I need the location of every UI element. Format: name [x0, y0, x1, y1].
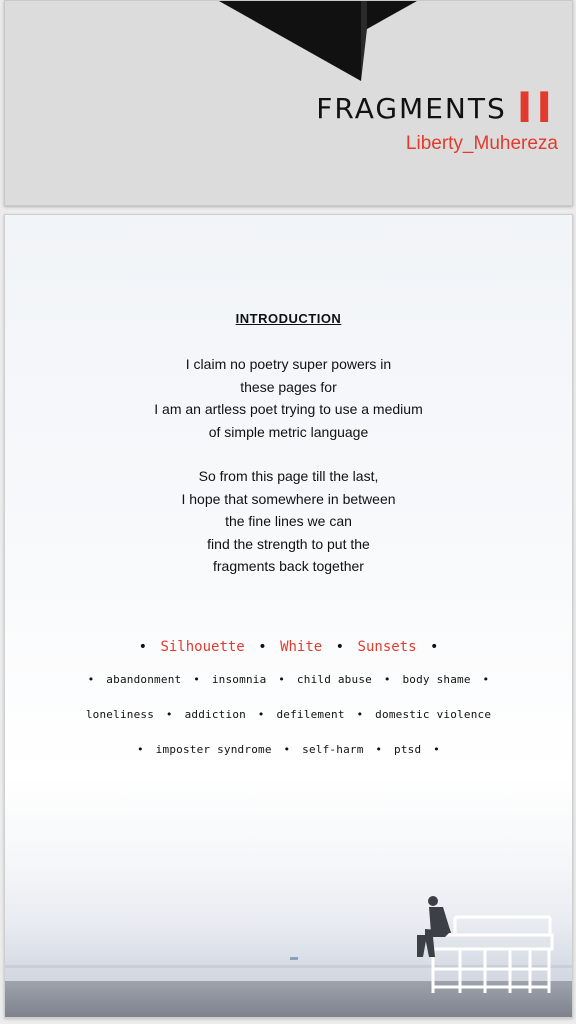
- themes-row-2: [5, 708, 572, 721]
- intro-line: fragments back together: [213, 558, 364, 574]
- intro-line: I claim no poetry super powers in: [185, 356, 392, 372]
- beach-silhouette-image: [5, 817, 572, 1017]
- book-volume: II: [516, 83, 556, 132]
- bullet-icon: •: [258, 639, 267, 655]
- themes-row-3: [5, 743, 572, 756]
- bullet-icon: •: [283, 743, 291, 756]
- section-white: White: [280, 639, 323, 655]
- theme-item: addiction: [184, 708, 246, 721]
- section-list: [5, 639, 572, 655]
- theme-item: loneliness: [85, 708, 155, 721]
- theme-item: defilement: [276, 708, 345, 721]
- theme-item: imposter syndrome: [155, 743, 272, 756]
- bullet-icon: •: [137, 743, 144, 756]
- introduction-heading: INTRODUCTION: [235, 311, 342, 326]
- book-author: Liberty_Muhereza: [405, 133, 558, 154]
- intro-line: I am an artless poet trying to use a medium: [154, 401, 423, 417]
- bullet-icon: •: [193, 673, 201, 686]
- intro-line: So from this page till the last,: [198, 468, 379, 484]
- introduction-page[interactable]: [4, 214, 573, 1018]
- introduction-paragraph-2: [5, 465, 572, 578]
- bullet-icon: •: [257, 708, 265, 721]
- bullet-icon: •: [383, 673, 391, 686]
- theme-item: body shame: [402, 673, 471, 686]
- theme-item: domestic violence: [375, 708, 492, 721]
- intro-line: I hope that somewhere in between: [181, 490, 396, 507]
- bullet-icon: •: [356, 708, 364, 721]
- intro-line: find the strength to put the: [207, 535, 370, 552]
- theme-item: ptsd: [394, 743, 422, 756]
- section-silhouette: Silhouette: [160, 639, 245, 655]
- bullet-icon: •: [335, 639, 345, 655]
- bullet-icon: •: [278, 673, 286, 686]
- intro-line: the fine lines we can: [225, 513, 352, 529]
- bullet-icon: •: [482, 673, 490, 686]
- introduction-paragraph-1: [5, 353, 572, 443]
- theme-item: child abuse: [296, 673, 372, 686]
- bullet-icon: •: [138, 639, 148, 655]
- book-title: FRAGMENTS: [316, 91, 507, 125]
- intro-line: these pages for: [240, 378, 337, 395]
- theme-item: self-harm: [302, 743, 364, 756]
- cover-title: [316, 83, 556, 132]
- theme-item: abandonment: [106, 673, 182, 686]
- cover-page[interactable]: [4, 0, 573, 206]
- bullet-icon: •: [433, 743, 440, 756]
- theme-item: insomnia: [211, 673, 267, 686]
- section-sunsets: Sunsets: [357, 639, 417, 655]
- bullet-icon: •: [165, 708, 173, 721]
- bullet-icon: •: [429, 639, 439, 655]
- bullet-icon: •: [375, 743, 383, 756]
- intro-line: of simple metric language: [208, 423, 369, 440]
- themes-row-1: [5, 673, 572, 686]
- bullet-icon: •: [87, 673, 95, 686]
